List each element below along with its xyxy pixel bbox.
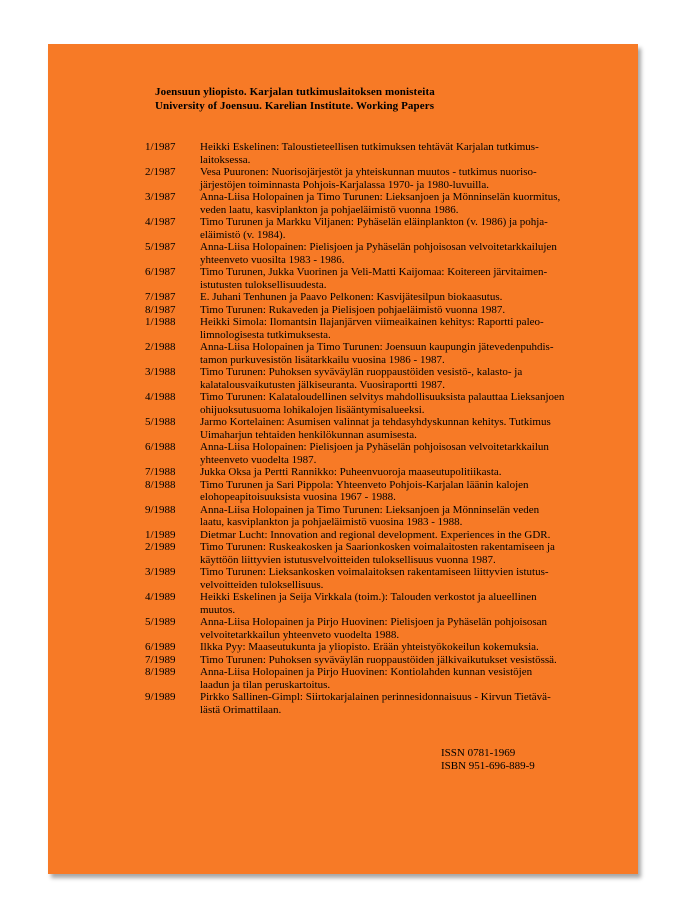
entry-number: 6/1988: [145, 441, 176, 453]
entry-text: [200, 504, 635, 529]
list-item: [145, 441, 635, 466]
entry-text-line: Dietmar Lucht: Innovation and regional development. Experiences in the GDR.: [200, 528, 551, 541]
entry-number: 2/1988: [145, 341, 176, 353]
entry-text-line: laitoksessa.: [200, 153, 251, 166]
entry-text: [200, 166, 635, 191]
publication-list: [145, 141, 635, 716]
entry-number: 8/1987: [145, 303, 176, 316]
entry-number: 3/1989: [145, 566, 176, 578]
entry-text: [200, 241, 635, 266]
entry-text: [200, 466, 635, 479]
entry-number: 1/1989: [145, 528, 176, 541]
entry-text: [200, 591, 635, 616]
list-item: [145, 616, 635, 641]
entry-text-line: lästä Orimattilaan.: [200, 703, 282, 716]
entry-text: [200, 529, 635, 542]
identifiers-block: [441, 747, 535, 773]
entry-number: 6/1989: [145, 641, 176, 653]
entry-text-line: Anna-Liisa Holopainen ja Pirjo Huovinen: Pielisjoen ja Pyhäselän pohjoisosan: [200, 616, 548, 628]
entry-text: [200, 316, 635, 341]
list-item: [145, 216, 635, 241]
entry-number: 3/1988: [145, 366, 176, 378]
entry-text: [200, 191, 635, 216]
entry-text-line: Heikki Eskelinen ja Seija Virkkala (toim.): Talouden verkostot ja alueellinen: [200, 591, 537, 603]
list-item: [145, 479, 635, 504]
entry-text: [200, 141, 635, 166]
entry-text-line: velvoitteiden tuloksellisuus.: [200, 578, 324, 591]
list-item: [145, 591, 635, 616]
entry-text: [200, 291, 635, 304]
entry-number: 8/1989: [145, 666, 176, 678]
entry-text-line: eläimistö (v. 1984).: [200, 228, 286, 241]
entry-text-line: elohopeapitoisuuksista vuosina 1967 - 1988.: [200, 491, 396, 503]
entry-number: 8/1988: [145, 478, 176, 491]
entry-number: 5/1988: [145, 416, 176, 428]
entry-text: [200, 641, 635, 654]
list-item: [145, 241, 635, 266]
entry-text: [200, 416, 635, 441]
list-item: [145, 341, 635, 366]
entry-text-line: ohijuoksutusuoma lohikalojen lisääntymisalueeksi.: [200, 403, 425, 416]
entry-number: 7/1987: [145, 291, 176, 303]
entry-text-line: Timo Turunen: Kalataloudellinen selvitys mahdollisuuksista palauttaa Lieksanjoen: [200, 391, 565, 403]
entry-number: 4/1989: [145, 591, 176, 603]
list-item: [145, 304, 635, 317]
entry-text-line: Anna-Liisa Holopainen ja Timo Turunen: Lieksanjoen ja Mönninselän kuormitus,: [200, 191, 561, 203]
entry-number: 1/1987: [145, 141, 176, 153]
entry-text: [200, 616, 635, 641]
entry-number: 4/1987: [145, 216, 176, 228]
entry-text-line: Uimaharjun tehtaiden henkilökunnan asumisesta.: [200, 428, 417, 441]
entry-text: [200, 366, 635, 391]
entry-text: [200, 691, 635, 716]
entry-number: 9/1989: [145, 691, 176, 703]
list-item: [145, 654, 635, 667]
entry-text-line: Anna-Liisa Holopainen ja Pirjo Huovinen: Kontiolahden kunnan vesistöjen: [200, 666, 533, 678]
entry-number: 3/1987: [145, 191, 176, 203]
entry-text-line: järjestöjen toiminnasta Pohjois-Karjalassa 1970- ja 1980-luvuilla.: [200, 178, 489, 191]
entry-number: 2/1987: [145, 166, 176, 178]
entry-text-line: Timo Turunen: Puhoksen syväväylän ruoppaustöiden jälkivaikutukset vesistössä.: [200, 653, 557, 666]
entry-text-line: Timo Turunen: Rukaveden ja Pielisjoen pohjaeläimistö vuonna 1987.: [200, 303, 506, 316]
list-item: [145, 291, 635, 304]
entry-number: 7/1988: [145, 466, 176, 478]
entry-text-line: Heikki Simola: Ilomantsin Ilajanjärven viimeaikainen kehitys: Raportti paleo-: [200, 316, 544, 328]
entry-text-line: muutos.: [200, 603, 236, 616]
list-item: [145, 191, 635, 216]
entry-text: [200, 441, 635, 466]
list-item: [145, 366, 635, 391]
series-title-finnish: Joensuun yliopisto. Karjalan tutkimuslaitoksen monisteita: [155, 86, 435, 98]
list-item: [145, 541, 635, 566]
entry-number: 1/1988: [145, 316, 176, 328]
entry-number: 5/1987: [145, 241, 176, 253]
list-item: [145, 566, 635, 591]
entry-text-line: Timo Turunen, Jukka Vuorinen ja Veli-Matti Kaijomaa: Koitereen järvitaimen-: [200, 266, 548, 278]
list-item: [145, 691, 635, 716]
entry-text-line: laadun ja tilan peruskartoitus.: [200, 678, 331, 691]
entry-number: 5/1989: [145, 616, 176, 628]
entry-text-line: laatu, kasviplankton ja pohjaeläimistö vuosina 1983 - 1988.: [200, 516, 463, 528]
entry-text-line: tamon purkuvesistön lisätarkkailu vuosina 1986 - 1987.: [200, 353, 445, 366]
entry-number: 9/1988: [145, 503, 176, 516]
list-item: [145, 391, 635, 416]
entry-text-line: E. Juhani Tenhunen ja Paavo Pelkonen: Kasvijätesilpun biokaasutus.: [200, 291, 503, 303]
entry-text: [200, 566, 635, 591]
entry-text-line: Timo Turunen: Lieksankosken voimalaitoksen rakentamiseen liittyvien istutus-: [200, 566, 549, 578]
entry-text-line: Pirkko Sallinen-Gimpl: Siirtokarjalainen perinnesidonnaisuus - Kirvun Tietävä-: [200, 691, 551, 703]
issn-number: ISSN 0781-1969: [441, 747, 516, 759]
list-item: [145, 141, 635, 166]
entry-text-line: kalatalousvaikutusten jälkiseuranta. Vuosiraportti 1987.: [200, 378, 446, 391]
entry-text: [200, 341, 635, 366]
list-item: [145, 529, 635, 542]
entry-text-line: Anna-Liisa Holopainen ja Timo Turunen: Joensuun kaupungin jätevedenpuhdis-: [200, 341, 554, 353]
entry-text-line: yhteenveto vuosilta 1983 - 1986.: [200, 253, 345, 266]
entry-text-line: Timo Turunen: Puhoksen syväväylän ruoppaustöiden vesistö-, kalasto- ja: [200, 366, 523, 378]
entry-text: [200, 304, 635, 317]
entry-text-line: yhteenveto vuodelta 1987.: [200, 453, 317, 466]
entry-text-line: veden laatu, kasviplankton ja pohjaeläimistö vuonna 1986.: [200, 203, 459, 216]
entry-text-line: Vesa Puuronen: Nuorisojärjestöt ja yhteiskunnan muutos - tutkimus nuoriso-: [200, 166, 537, 178]
entry-text-line: Anna-Liisa Holopainen: Pielisjoen ja Pyhäselän pohjoisosan velvoitetarkkailujen: [200, 241, 557, 253]
entry-text: [200, 541, 635, 566]
series-title-english: University of Joensuu. Karelian Institute. Working Papers: [155, 100, 435, 112]
series-header: [155, 85, 435, 113]
list-item: [145, 666, 635, 691]
list-item: [145, 504, 635, 529]
entry-text-line: Timo Turunen ja Markku Viljanen: Pyhäselän eläinplankton (v. 1986) ja pohja-: [200, 216, 548, 228]
list-item: [145, 166, 635, 191]
entry-text-line: käyttöön liittyvien istutusvelvoitteiden tuloksellisuus vuonna 1987.: [200, 553, 496, 566]
entry-text-line: istutusten tuloksellisuudesta.: [200, 278, 327, 291]
entry-number: 7/1989: [145, 653, 176, 666]
entry-text-line: Heikki Eskelinen: Taloustieteellisen tutkimuksen tehtävät Karjalan tutkimus-: [200, 141, 539, 153]
entry-text: [200, 654, 635, 667]
entry-text: [200, 216, 635, 241]
entry-text: [200, 266, 635, 291]
entry-text-line: Anna-Liisa Holopainen: Pielisjoen ja Pyhäselän pohjoisosan velvoitetarkkailun: [200, 441, 549, 453]
entry-text: [200, 666, 635, 691]
entry-text-line: Ilkka Pyy: Maaseutukunta ja yliopisto. Erään yhteistyökokeilun kokemuksia.: [200, 641, 539, 653]
list-item: [145, 641, 635, 654]
entry-text: [200, 391, 635, 416]
entry-text: [200, 479, 635, 504]
list-item: [145, 266, 635, 291]
entry-text-line: Timo Turunen: Ruskeakosken ja Saarionkosken voimalaitosten rakentamiseen ja: [200, 541, 555, 553]
list-item: [145, 466, 635, 479]
entry-text-line: Timo Turunen ja Sari Pippola: Yhteenveto Pohjois-Karjalan läänin kalojen: [200, 478, 529, 491]
entry-text-line: velvoitetarkkailun yhteenveto vuodelta 1988.: [200, 628, 400, 641]
list-item: [145, 316, 635, 341]
entry-number: 2/1989: [145, 541, 176, 553]
entry-text-line: limnologisesta tutkimuksesta.: [200, 328, 331, 341]
entry-number: 4/1988: [145, 391, 176, 403]
entry-text-line: Jukka Oksa ja Pertti Rannikko: Puheenvuoroja maaseutupolitiikasta.: [200, 466, 502, 478]
list-item: [145, 416, 635, 441]
entry-text-line: Jarmo Kortelainen: Asumisen valinnat ja tehdasyhdyskunnan kehitys. Tutkimus: [200, 416, 551, 428]
entry-number: 6/1987: [145, 266, 176, 278]
isbn-number: ISBN 951-696-889-9: [441, 760, 535, 772]
entry-text-line: Anna-Liisa Holopainen ja Timo Turunen: Lieksanjoen ja Mönninselän veden: [200, 503, 540, 516]
